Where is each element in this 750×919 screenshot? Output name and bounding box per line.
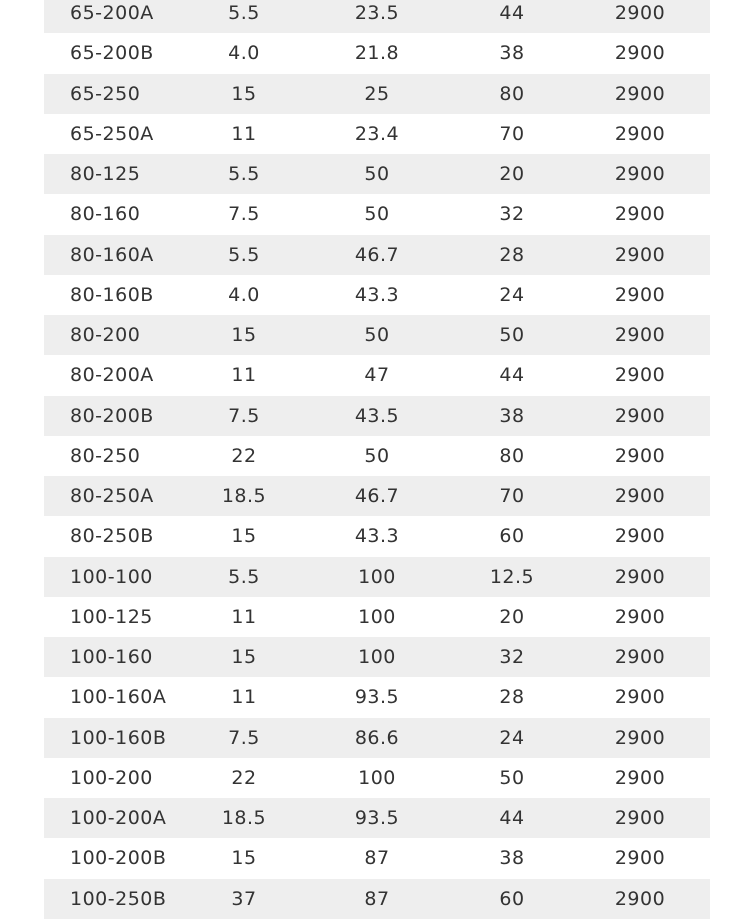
speed-cell: 2900 [614, 2, 666, 24]
speed-cell: 2900 [614, 726, 666, 749]
head-cell: 38 [499, 847, 525, 870]
flow-cell: 100 [358, 565, 396, 588]
power-cell: 7.5 [228, 726, 260, 749]
table-row [44, 235, 710, 275]
model-cell: 80-125 [70, 163, 141, 185]
head-cell: 24 [499, 726, 525, 749]
speed-cell: 2900 [614, 686, 666, 709]
head-cell: 50 [499, 324, 525, 346]
flow-cell: 43.5 [354, 404, 400, 427]
table-row [44, 396, 710, 436]
table-row [44, 355, 710, 395]
model-cell: 80-250B [70, 525, 154, 548]
power-cell: 18.5 [221, 485, 267, 507]
flow-cell: 43.3 [354, 283, 400, 306]
speed-cell: 2900 [614, 404, 666, 427]
power-cell: 4.0 [228, 42, 260, 65]
speed-cell: 2900 [614, 82, 666, 105]
speed-cell: 2900 [614, 444, 666, 467]
model-cell: 100-160B [70, 726, 167, 749]
speed-cell: 2900 [614, 847, 666, 870]
power-cell: 18.5 [221, 807, 267, 829]
flow-cell: 100 [358, 766, 396, 789]
speed-cell: 2900 [614, 163, 666, 185]
table-row [44, 0, 710, 33]
pump-spec-table [44, 0, 710, 919]
power-cell: 11 [231, 686, 257, 709]
head-cell: 28 [499, 243, 525, 266]
model-cell: 80-250A [70, 485, 154, 507]
power-cell: 7.5 [228, 203, 260, 226]
flow-cell: 86.6 [354, 726, 400, 749]
flow-cell: 93.5 [354, 807, 400, 829]
head-cell: 80 [499, 444, 525, 467]
flow-cell: 93.5 [354, 686, 400, 709]
head-cell: 60 [499, 525, 525, 548]
model-cell: 100-250B [70, 887, 167, 910]
speed-cell: 2900 [614, 565, 666, 588]
head-cell: 80 [499, 82, 525, 105]
table-row [44, 597, 710, 637]
power-cell: 22 [231, 444, 257, 467]
flow-cell: 50 [364, 324, 390, 346]
table-row [44, 114, 710, 154]
model-cell: 100-125 [70, 605, 153, 628]
speed-cell: 2900 [614, 283, 666, 306]
table-row [44, 194, 710, 234]
flow-cell: 50 [364, 203, 390, 226]
flow-cell: 21.8 [354, 42, 400, 65]
power-cell: 5.5 [228, 2, 260, 24]
table-row [44, 436, 710, 476]
head-cell: 24 [499, 283, 525, 306]
flow-cell: 100 [358, 605, 396, 628]
power-cell: 5.5 [228, 163, 260, 185]
head-cell: 38 [499, 42, 525, 65]
table-row [44, 476, 710, 516]
power-cell: 15 [231, 324, 257, 346]
model-cell: 100-160A [70, 686, 167, 709]
table-row [44, 798, 710, 838]
model-cell: 80-250 [70, 444, 141, 467]
head-cell: 44 [499, 2, 525, 24]
speed-cell: 2900 [614, 485, 666, 507]
head-cell: 20 [499, 605, 525, 628]
speed-cell: 2900 [614, 324, 666, 346]
head-cell: 44 [499, 364, 525, 387]
head-cell: 44 [499, 807, 525, 829]
head-cell: 20 [499, 163, 525, 185]
table-row [44, 637, 710, 677]
head-cell: 50 [499, 766, 525, 789]
head-cell: 70 [499, 485, 525, 507]
table-row [44, 74, 710, 114]
table-row [44, 838, 710, 878]
table-row [44, 758, 710, 798]
flow-cell: 25 [364, 82, 390, 105]
power-cell: 7.5 [228, 404, 260, 427]
head-cell: 38 [499, 404, 525, 427]
speed-cell: 2900 [614, 364, 666, 387]
flow-cell: 100 [358, 646, 396, 668]
table-row [44, 275, 710, 315]
model-cell: 80-160A [70, 243, 154, 266]
flow-cell: 50 [364, 444, 390, 467]
table-row [44, 315, 710, 355]
speed-cell: 2900 [614, 203, 666, 226]
flow-cell: 47 [364, 364, 390, 387]
power-cell: 11 [231, 605, 257, 628]
flow-cell: 46.7 [354, 485, 400, 507]
head-cell: 70 [499, 122, 525, 145]
model-cell: 65-200B [70, 42, 154, 65]
power-cell: 5.5 [228, 565, 260, 588]
speed-cell: 2900 [614, 766, 666, 789]
speed-cell: 2900 [614, 807, 666, 829]
power-cell: 11 [231, 122, 257, 145]
power-cell: 15 [231, 646, 257, 668]
flow-cell: 43.3 [354, 525, 400, 548]
speed-cell: 2900 [614, 122, 666, 145]
flow-cell: 23.5 [354, 2, 400, 24]
speed-cell: 2900 [614, 605, 666, 628]
model-cell: 100-160 [70, 646, 153, 668]
head-cell: 12.5 [489, 565, 535, 588]
model-cell: 100-200B [70, 847, 167, 870]
speed-cell: 2900 [614, 243, 666, 266]
table-row [44, 677, 710, 717]
flow-cell: 46.7 [354, 243, 400, 266]
head-cell: 32 [499, 646, 525, 668]
model-cell: 80-160B [70, 283, 154, 306]
power-cell: 37 [231, 887, 257, 910]
speed-cell: 2900 [614, 525, 666, 548]
table-row [44, 557, 710, 597]
speed-cell: 2900 [614, 887, 666, 910]
power-cell: 4.0 [228, 283, 260, 306]
table-row [44, 516, 710, 556]
speed-cell: 2900 [614, 42, 666, 65]
power-cell: 5.5 [228, 243, 260, 266]
power-cell: 15 [231, 847, 257, 870]
table-row [44, 718, 710, 758]
flow-cell: 87 [364, 847, 390, 870]
table-row [44, 154, 710, 194]
head-cell: 32 [499, 203, 525, 226]
model-cell: 100-100 [70, 565, 153, 588]
head-cell: 60 [499, 887, 525, 910]
model-cell: 100-200 [70, 766, 153, 789]
power-cell: 11 [231, 364, 257, 387]
head-cell: 28 [499, 686, 525, 709]
flow-cell: 23.4 [354, 122, 400, 145]
table-row [44, 33, 710, 73]
model-cell: 65-200A [70, 2, 154, 24]
speed-cell: 2900 [614, 646, 666, 668]
power-cell: 15 [231, 525, 257, 548]
model-cell: 80-200 [70, 324, 141, 346]
model-cell: 65-250A [70, 122, 154, 145]
flow-cell: 50 [364, 163, 390, 185]
power-cell: 22 [231, 766, 257, 789]
model-cell: 80-200B [70, 404, 154, 427]
power-cell: 15 [231, 82, 257, 105]
model-cell: 80-160 [70, 203, 141, 226]
model-cell: 100-200A [70, 807, 167, 829]
model-cell: 65-250 [70, 82, 141, 105]
model-cell: 80-200A [70, 364, 154, 387]
flow-cell: 87 [364, 887, 390, 910]
